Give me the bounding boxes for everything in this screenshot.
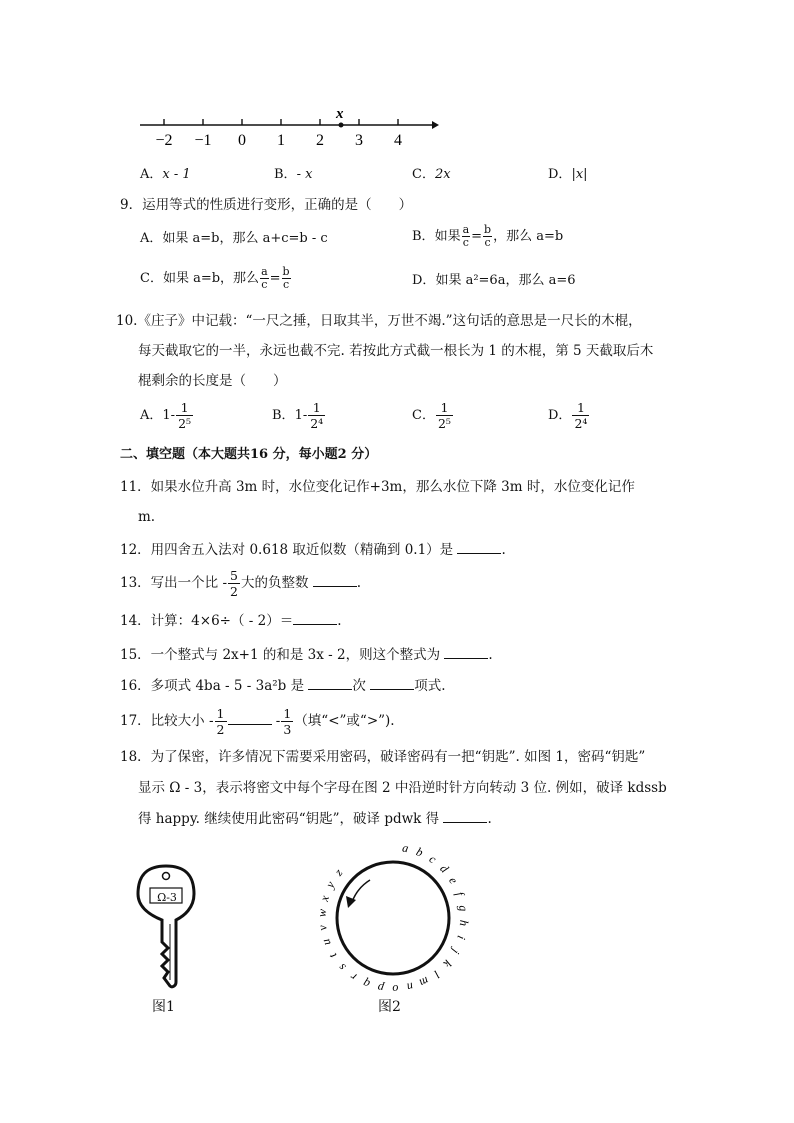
option-text: 如果 a=b，那么 a+c=b - c [162,231,328,246]
question-end: . [356,575,362,591]
number-line-tick-label: −2 [155,132,173,149]
equals: = [269,271,281,286]
question-text: 14．计算：4×6÷（ - 2）＝ [120,613,294,629]
wheel-letter: g [456,904,471,913]
wheel-letter: c [426,851,439,867]
option-text: 如果 [434,229,461,244]
number-line-point-label: x [336,106,344,122]
option-text: 如果 a=b，那么 [162,271,260,286]
option-letter: C． [412,408,435,423]
wheel-letter: w [314,908,330,918]
figure-1-caption: 图1 [152,999,175,1015]
answer-blank[interactable] [293,612,337,625]
option-letter: D． [412,273,436,288]
question-text: 次 [352,678,366,694]
q9-option-c[interactable] [140,266,292,291]
q8-option-b[interactable] [274,166,312,184]
number-line-tick-label: 4 [394,132,402,149]
wheel-letter: a [401,840,410,856]
number-line-tick-label: 0 [238,132,246,149]
answer-blank[interactable] [313,574,357,587]
number-line-tick-label: 3 [355,132,363,149]
q10-line2: 每天截取它的一半，永远也截不完. 若按此方式截一根长为 1 的木棍，第 5 天截取后木 [138,343,654,359]
wheel-letter: u [318,937,334,948]
question-text: 大的负整数 [241,575,309,591]
option-letter: A． [140,167,163,182]
fraction: $\frac{1}{3}$ [283,706,292,737]
fraction: $\frac{b}{c}$ [282,265,290,291]
option-letter: D． [548,167,572,182]
number-line [130,100,450,152]
question-text: 17．比较大小 [120,713,205,729]
question-text: （填“<”或“>”). [294,713,395,729]
fraction: $\frac{1}{\text{2⁴}}$ [310,400,324,431]
option-text: |x| [571,167,588,182]
wheel-letter: q [360,976,372,992]
option-letter: A． [140,231,163,246]
section-heading: 二、填空题（本大题共16 分，每小题2 分） [120,447,378,462]
number-line-point [339,123,344,128]
wheel-letter: b [414,844,426,860]
q10-line3: 棍剩余的长度是（ ） [138,373,287,389]
q16 [120,677,446,695]
option-letter: B． [272,408,295,423]
answer-blank[interactable] [443,810,487,823]
q10-option-d[interactable] [548,400,590,431]
q17: 17．比较大小 - $\frac{1}{2}$ - $\frac{1}{3}$ （填“<”或“>”). [120,706,395,737]
wheel-letter: d [437,861,452,876]
wheel-letter: n [405,979,415,995]
wheel-letter: s [335,960,349,975]
equals: = [471,229,483,244]
answer-blank[interactable] [370,677,414,690]
q9-option-a[interactable] [140,230,328,248]
wheel-letter: z [331,865,346,879]
q8-option-c[interactable] [412,166,451,184]
wheel-letter: o [392,982,399,996]
question-end: . [487,811,492,827]
q11-line1: 11．如果水位升高 3m 时，水位变化记作+3m，那么水位下降 3m 时，水位变化记作 [120,479,635,495]
q18-line1: 18．为了保密，许多情况下需要采用密码，破译密码有一把“钥匙”. 如图 1，密码“钥匙” [120,749,646,765]
answer-blank[interactable] [444,646,488,659]
question-text: 12．用四舍五入法对 0.618 取近似数（精确到 0.1）是 [120,542,454,558]
key-label: Ω-3 [157,891,177,904]
q10-option-a[interactable] [140,400,194,431]
q15 [120,646,493,664]
option-letter: B． [412,229,435,244]
wheel-letter: i [454,934,469,942]
q14 [120,612,342,630]
wheel-letter: l [431,967,443,981]
option-letter: B． [274,167,297,182]
option-text: 1- [162,408,176,423]
q10-line1: 10.《庄子》中记载：“一尺之捶，日取其半，万世不竭.”这句话的意思是一尺长的木棍， [116,313,642,329]
option-text: 2x [434,167,451,182]
question-end: . [337,613,342,629]
fraction: $\frac{a}{c}$ [261,265,268,291]
option-text: 如果 a²=6a，那么 a=6 [435,273,576,288]
wheel-letter: v [315,924,330,932]
option-letter: C． [412,167,435,182]
figure-2-caption: 图2 [378,999,401,1015]
fraction: $\frac{b}{c}$ [484,223,492,249]
wheel-letter: m [417,973,432,991]
number-line-tick-label: 2 [316,132,324,149]
cipher-wheel [308,836,478,996]
wheel-letter: h [456,919,472,927]
q11-line2: m. [138,509,156,525]
q18-line2: 显示 Ω - 3，表示将密文中每个字母在图 2 中沿逆时针方向转动 3 位. 例如，破译 kdssb [138,780,667,796]
fraction: $\frac{5}{2}$ [230,568,238,599]
wheel-letter: x [317,893,332,903]
question-text: 16．多项式 4ba - 5 - 3a²b 是 [120,678,305,694]
q12 [120,541,506,559]
answer-blank[interactable] [228,712,272,725]
q13: 13．写出一个比 - $\frac{5}{2}$ 大的负整数 . [120,568,362,599]
question-end: . [488,647,493,663]
q18-line3 [138,810,492,828]
wheel-letter: j [448,946,463,957]
wheel-letter: t [325,950,340,961]
wheel-letter: k [440,957,455,971]
answer-blank[interactable] [457,541,501,554]
question-end: 项式. [414,678,446,694]
q10-option-b[interactable] [272,400,326,431]
q10-option-c[interactable] [412,400,454,431]
q9-option-d[interactable] [412,272,576,290]
question-text: 13．写出一个比 [120,575,219,591]
wheel-letter: r [347,969,360,985]
key-figure [134,862,198,992]
option-text: 1- [294,408,308,423]
question-end: . [501,542,506,558]
q8-option-a[interactable] [140,166,191,184]
wheel-letter: y [322,878,338,891]
answer-blank[interactable] [308,677,352,690]
question-text: 15．一个整式与 2x+1 的和是 3x - 2，则这个整式为 [120,647,441,663]
q9-stem: 9．运用等式的性质进行变形，正确的是（ ） [120,197,413,213]
wheel-letter: e [446,874,461,887]
option-text: - x [296,167,313,182]
option-letter: A． [140,408,163,423]
option-text: x - 1 [162,167,191,182]
number-line-tick-label: −1 [194,132,212,149]
number-line-ticks [155,119,402,149]
fraction: $\frac{a}{c}$ [462,223,470,249]
fraction: $\frac{1}{2}$ [216,706,225,737]
q9-option-b[interactable] [412,224,563,249]
fraction: $\frac{1}{\text{2⁵}}$ [178,400,192,431]
q8-option-d[interactable] [548,166,588,184]
fraction: $\frac{1}{\text{2⁴}}$ [574,400,588,431]
counterclockwise-arrow-icon [352,880,370,902]
wheel-letter: p [376,980,385,996]
fraction: $\frac{1}{\text{2⁵}}$ [437,400,451,431]
option-text: ，那么 a=b [493,229,564,244]
question-text: 得 happy. 继续使用此密码“钥匙”，破译 pdwk 得 [138,811,440,827]
option-letter: D． [548,408,572,423]
number-line-tick-label: 1 [277,132,285,149]
wheel-letter: f [452,889,468,898]
option-letter: C． [140,271,163,286]
